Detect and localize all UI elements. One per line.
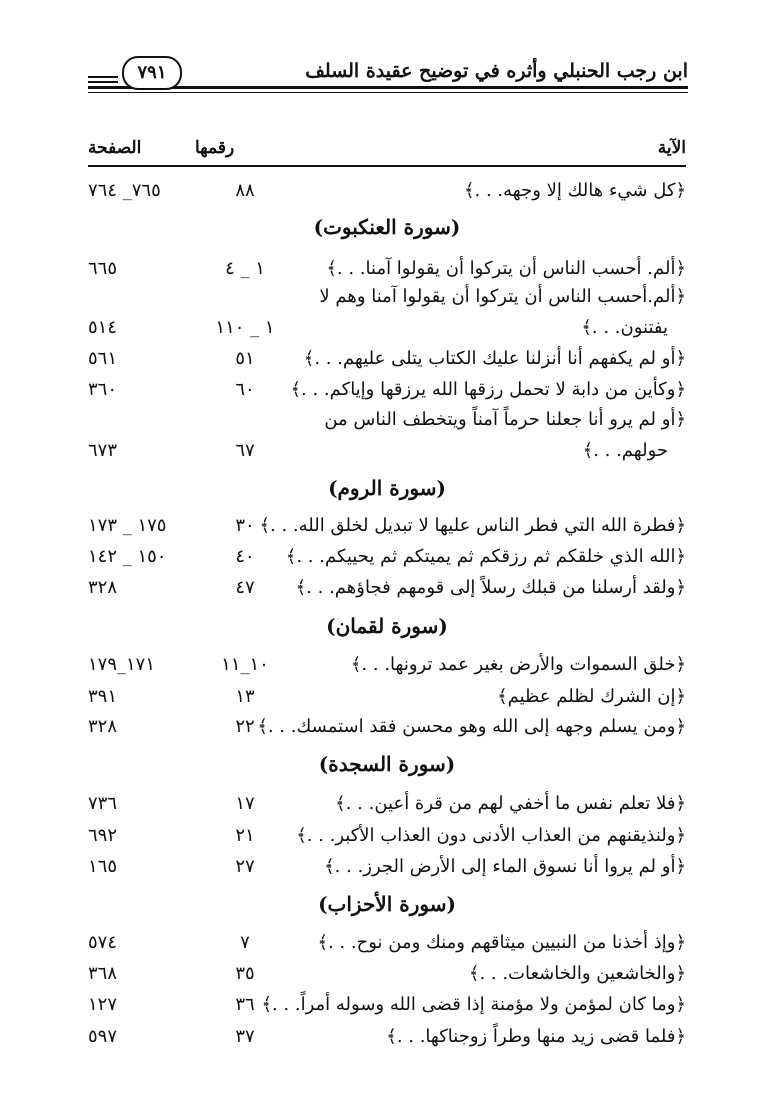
- surah-heading: (سورة السجدة): [318, 752, 456, 776]
- verse-text: ﴿إن الشرك لظلم عظيم﴾: [497, 686, 686, 707]
- page-reference: ١٧١_١٧٩: [88, 654, 156, 675]
- index-row: [88, 994, 686, 1026]
- heading-rule: [88, 165, 686, 167]
- verse-number: ٢١: [235, 825, 255, 846]
- page-reference: ١٧٥ _ ١٧٣: [88, 515, 167, 536]
- verse-text: ﴿وكأين من دابة لا تحمل رزقها الله يرزقها وإياكم. . .﴾: [290, 379, 686, 400]
- verse-number: ٥١: [235, 348, 255, 369]
- verse-number: ١٠_١١: [221, 654, 269, 675]
- page-reference: ٦٩٢: [88, 825, 118, 846]
- page-reference: ٣٦٠: [88, 379, 118, 400]
- page-reference: ٣٢٨: [88, 716, 118, 737]
- verse-text: ﴿ولقد أرسلنا من قبلك رسلاً إلى قومهم فجاؤهم. . .﴾: [295, 577, 686, 598]
- index-row: [88, 1026, 686, 1058]
- index-row: [88, 654, 686, 686]
- page-header: [88, 56, 688, 96]
- verse-number: ٢٧: [235, 856, 255, 877]
- index-row: [88, 286, 686, 348]
- index-row: [88, 716, 686, 748]
- verse-number: ١٣: [235, 686, 255, 707]
- page-reference: ٧٣٦: [88, 793, 118, 814]
- verse-number: ٦٧: [235, 440, 255, 461]
- verse-text: ﴿ألم.أحسب الناس أن يتركوا أن يقولوا آمنا وهم لا: [319, 286, 686, 307]
- index-row: [88, 379, 686, 411]
- index-row: [88, 348, 686, 380]
- verse-text: ﴿والخاشعين والخاشعات. . .﴾: [468, 963, 686, 984]
- verse-text: ﴿ألم. أحسب الناس أن يتركوا أن يقولوا آمنا. . .﴾: [326, 258, 686, 279]
- page-number: ٧٩١: [122, 56, 182, 90]
- verse-text: ﴿فلما قضى زيد منها وطراً زوجناكها. . .﴾: [386, 1026, 686, 1047]
- index-row: [88, 409, 686, 471]
- index-row: [88, 932, 686, 964]
- verse-number: ٤٧: [235, 577, 255, 598]
- page-reference: ٣٢٨: [88, 577, 118, 598]
- verse-text: ﴿كل شيء هالك إلا وجهه. . .﴾: [463, 180, 686, 201]
- verse-number: ٣٠: [235, 515, 255, 536]
- column-heading-verse: الآية: [657, 138, 686, 158]
- page-reference: ١٦٥: [88, 856, 118, 877]
- page-reference: ٥١٤: [88, 317, 118, 338]
- index-row: [88, 546, 686, 578]
- page-reference: ٦٧٣: [88, 440, 118, 461]
- page-reference: ٧٦٥_ ٧٦٤: [88, 180, 161, 201]
- index-row: [88, 963, 686, 995]
- page-reference: ٦٦٥: [88, 258, 118, 279]
- verse-text: ﴿ولنذيقنهم من العذاب الأدنى دون العذاب الأكبر. . .﴾: [296, 825, 686, 846]
- verse-text: ﴿خلق السموات والأرض بغير عمد ترونها. . .﴾: [350, 654, 686, 675]
- book-title: ابن رجب الحنبلي وأثره في توضيح عقيدة السلف: [305, 60, 688, 82]
- verse-number: ٢٢: [235, 716, 255, 737]
- index-row: [88, 180, 686, 212]
- index-row: [88, 856, 686, 888]
- page-reference: ٥٩٧: [88, 1026, 118, 1047]
- surah-heading: (سورة الروم): [328, 476, 446, 500]
- verse-text: ﴿ومن يسلم وجهه إلى الله وهو محسن فقد استمسك. . .﴾: [257, 716, 686, 737]
- page-reference: ١٥٠ _ ١٤٢: [88, 546, 167, 567]
- header-rule: [88, 86, 688, 89]
- column-heading-page: الصفحة: [88, 138, 142, 158]
- verse-number: ٣٧: [235, 1026, 255, 1047]
- verse-text: ﴿أو لم يرو أنا جعلنا حرماً آمناً ويتخطف الناس من: [324, 409, 686, 430]
- index-row: [88, 825, 686, 857]
- verse-text-continued: يفتنون. . .﴾: [581, 317, 668, 338]
- verse-text: ﴿وما كان لمؤمن ولا مؤمنة إذا قضى الله وسوله أمراً. . .﴾: [261, 994, 686, 1015]
- column-heading-number: رقمها: [195, 138, 235, 158]
- header-ornament-line: [88, 81, 118, 83]
- page-reference: ٥٦١: [88, 348, 118, 369]
- page-reference: ٥٧٤: [88, 932, 118, 953]
- index-row: [88, 686, 686, 718]
- index-row: [88, 793, 686, 825]
- verse-text: ﴿فطرة الله التي فطر الناس عليها لا تبديل لخلق الله. . .﴾: [259, 515, 686, 536]
- verse-number: ٦٠: [235, 379, 255, 400]
- verse-number: ٣٥: [235, 963, 255, 984]
- verse-text: ﴿الله الذي خلقكم ثم رزقكم ثم يميتكم ثم يحييكم. . .﴾: [285, 546, 686, 567]
- page-reference: ٣٦٨: [88, 963, 118, 984]
- verse-number: ٣٦: [235, 994, 255, 1015]
- verse-number: ١٧: [235, 793, 255, 814]
- verse-number: ١ _ ٤: [225, 258, 265, 279]
- surah-heading: (سورة لقمان): [326, 614, 448, 638]
- verse-text: ﴿أو لم يروا أنا نسوق الماء إلى الأرض الجرز. . .﴾: [324, 856, 686, 877]
- verse-number: ١ _ ١١٠: [215, 317, 275, 338]
- verse-text-continued: حولهم. . .﴾: [582, 440, 668, 461]
- verse-text: ﴿أو لم يكفهم أنا أنزلنا عليك الكتاب يتلى عليهم. . .﴾: [303, 348, 686, 369]
- surah-heading: (سورة العنكبوت): [313, 215, 461, 239]
- verse-number: ٤٠: [235, 546, 255, 567]
- header-ornament-line: [88, 76, 118, 78]
- page-reference: ٣٩١: [88, 686, 118, 707]
- verse-number: ٨٨: [235, 180, 255, 201]
- page-reference: ١٢٧: [88, 994, 118, 1015]
- index-row: [88, 577, 686, 609]
- surah-heading: (سورة الأحزاب): [318, 892, 456, 916]
- header-rule-thin: [88, 92, 688, 93]
- verse-number: ٧: [240, 932, 250, 953]
- verse-text: ﴿فلا تعلم نفس ما أخفي لهم من قرة أعين. . .﴾: [335, 793, 686, 814]
- verse-text: ﴿وإذ أخذنا من النبيين ميثاقهم ومنك ومن نوح. . .﴾: [317, 932, 686, 953]
- index-row: [88, 515, 686, 547]
